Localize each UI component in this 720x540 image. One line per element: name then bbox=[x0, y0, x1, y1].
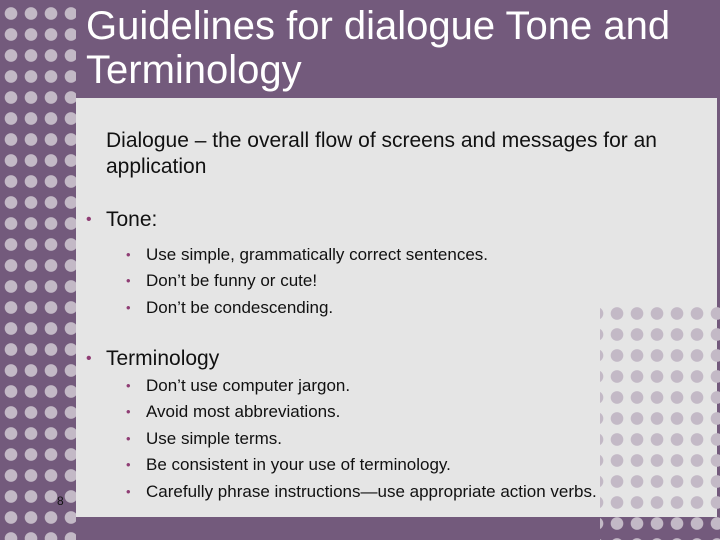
list-item: • Don’t use computer jargon. bbox=[126, 373, 597, 399]
bullet-icon: • bbox=[126, 378, 131, 393]
definition-text: – the overall flow of screens and messages for an application bbox=[106, 129, 657, 178]
section-heading-tone: • Tone: bbox=[86, 208, 158, 231]
definition-term: Dialogue bbox=[106, 129, 189, 152]
definition bbox=[106, 128, 706, 180]
decorative-dot-pattern-right bbox=[600, 300, 720, 540]
tone-list bbox=[126, 242, 488, 321]
list-item: • Avoid most abbreviations. bbox=[126, 399, 597, 425]
bullet-icon: • bbox=[126, 430, 131, 446]
bullet-icon: • bbox=[126, 404, 131, 420]
section-heading-terminology: • Terminology bbox=[86, 347, 220, 370]
bullet-icon: • bbox=[126, 483, 131, 499]
list-item: • Don’t be funny or cute! bbox=[126, 268, 488, 294]
list-item: • Be consistent in your use of terminology. bbox=[126, 452, 597, 478]
list-item: • Use simple terms. bbox=[126, 426, 597, 452]
decorative-dot-pattern-left bbox=[0, 0, 76, 540]
bullet-icon: • bbox=[86, 350, 92, 367]
bullet-icon: • bbox=[126, 457, 131, 473]
list-item: • Don’t be condescending. bbox=[126, 295, 488, 321]
page-number: 8 bbox=[57, 494, 64, 508]
terminology-list bbox=[126, 373, 597, 505]
bullet-icon: • bbox=[126, 299, 131, 315]
list-item: • Use simple, grammatically correct sentences. bbox=[126, 242, 488, 268]
bullet-icon: • bbox=[86, 211, 92, 228]
slide-title: Guidelines for dialogue Tone and Terminology bbox=[86, 4, 671, 92]
list-item: • Carefully phrase instructions—use appropriate action verbs. bbox=[126, 479, 597, 505]
bullet-icon: • bbox=[126, 273, 131, 289]
bullet-icon: • bbox=[126, 247, 131, 262]
